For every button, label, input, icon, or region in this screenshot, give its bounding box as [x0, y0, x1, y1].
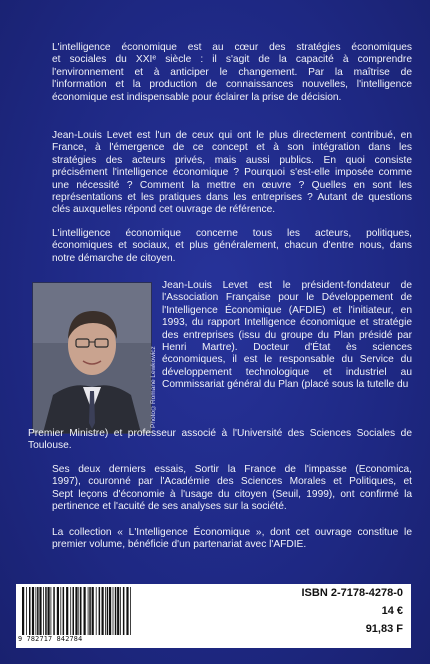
- text-line: 1997), couronné par l'Académie des Sciences Morales et Politiques, et: [52, 476, 412, 488]
- author-bio-continued: [28, 428, 412, 453]
- audience-paragraph: [28, 228, 412, 265]
- text-line: représentations et les pratiques dans les entreprises ? Autant de questions: [52, 192, 412, 204]
- barcode-bar: [78, 587, 79, 635]
- barcode-bar: [126, 587, 128, 635]
- barcode-bar: [75, 587, 77, 635]
- text-line: Commissariat général du Plan (placé sous la tutelle du: [162, 379, 409, 391]
- barcode-bar: [123, 587, 125, 635]
- text-line: La collection « L'Intelligence Économique », dont cet ouvrage constitue le: [52, 527, 412, 538]
- text-line: économique est indispensable pour éclairer la prise de décision.: [52, 91, 342, 103]
- text-line: pertinence et l'acuité de ses analyses sur la société.: [52, 501, 287, 513]
- author-photo: [32, 282, 152, 434]
- barcode-bar: [51, 587, 52, 635]
- barcode-bar: [120, 587, 121, 635]
- intro-paragraph: [28, 42, 412, 104]
- barcode-bar: [70, 587, 71, 635]
- author-contribution-paragraph: [28, 130, 412, 217]
- isbn-number: ISBN 2-7178-4278-0: [301, 587, 403, 599]
- text-line: économiques et sociaux, et plus généralement, chacun d'entre nous, dans: [52, 240, 412, 252]
- barcode-bar: [45, 587, 47, 635]
- photo-credit: Photo©Romane Lewkowicz: [150, 346, 157, 428]
- text-line: l'environnement et à anticiper le changement. Par la maîtrise de: [52, 66, 412, 78]
- barcode-bar: [39, 587, 41, 635]
- text-line: Ses deux derniers essais, Sortir la France de l'impasse (Economica,: [52, 464, 412, 475]
- text-line: L'intelligence économique concerne tous les acteurs, politiques,: [52, 228, 412, 239]
- barcode-bar: [60, 587, 61, 635]
- text-line: clés auxquelles répond cet ouvrage de référence.: [52, 204, 276, 216]
- barcode-icon: [20, 587, 132, 635]
- barcode-bar: [57, 587, 59, 635]
- text-line: l'information et la production de connaissances nouvelles, l'intelligence: [52, 79, 412, 91]
- barcode-bar: [37, 587, 39, 635]
- text-line: Jean-Louis Levet est le président-fondateur de: [162, 280, 412, 291]
- text-line: précisément l'intelligence économique ? Pourquoi s'est-elle imposée comme: [52, 167, 412, 179]
- barcode-bar: [102, 587, 104, 635]
- text-line: une nécessité ? Comment la mettre en œuvre ? Quelles en sont les: [52, 179, 412, 191]
- barcode-bar: [53, 587, 55, 635]
- text-line: et sociales du XXIᵉ siècle : il s'agit de la capacité à comprendre: [52, 54, 412, 66]
- barcode-bar: [117, 587, 119, 635]
- text-line: premier volume, bénéficie d'un partenariat avec l'AFDIE.: [52, 539, 307, 551]
- barcode-bar: [99, 587, 101, 635]
- text-line: Jean-Louis Levet est l'un de ceux qui ont le plus directement contribué, en: [52, 130, 412, 141]
- barcode-bar: [32, 587, 34, 635]
- text-line: économiques, il est le responsable du Service du: [162, 354, 412, 366]
- barcode-bar: [107, 587, 109, 635]
- barcode-bar: [80, 587, 82, 635]
- text-line: Henri Martre). Docteur d'État ès sciences: [162, 342, 412, 354]
- barcode-bar: [63, 587, 65, 635]
- barcode-bar: [29, 587, 31, 635]
- barcode-price-box: [16, 584, 411, 648]
- collection-paragraph: [28, 527, 412, 552]
- barcode-bar: [130, 587, 131, 635]
- barcode-bar: [88, 587, 89, 635]
- barcode-bar: [48, 587, 50, 635]
- author-bio-paragraph: [162, 280, 412, 392]
- barcode-bar: [115, 587, 117, 635]
- barcode-bar: [22, 587, 24, 635]
- text-line: l'Association Française pour le Développement de: [162, 292, 412, 304]
- text-line: stratégies des acteurs privés, mais aussi publics. En quoi consiste: [52, 154, 412, 166]
- barcode-digits: 9 782717 842784: [18, 635, 83, 643]
- text-line: Sept leçons d'économie à l'usage du citoyen (Seuil, 1999), ont confirmé la: [52, 488, 412, 500]
- text-line: l'Intelligence Économique (AFDIE) et l'initiateur, en: [162, 304, 412, 316]
- price-franc: 91,83 F: [365, 623, 403, 635]
- text-line: Premier Ministre) et professeur associé à l'Université des Sciences Sociales de: [28, 428, 412, 439]
- price-euro: 14 €: [381, 605, 403, 617]
- barcode-bar: [73, 587, 75, 635]
- text-line: 1993, du rapport Intelligence économique et stratégie: [162, 317, 412, 329]
- barcode-bar: [43, 587, 44, 635]
- barcode-bar: [96, 587, 97, 635]
- barcode-bar: [109, 587, 111, 635]
- barcode-bar: [84, 587, 86, 635]
- barcode-bar: [66, 587, 68, 635]
- text-line: Toulouse.: [28, 440, 72, 452]
- barcode-bar: [26, 587, 27, 635]
- barcode-bar: [113, 587, 114, 635]
- text-line: développement technologique et industriel au: [162, 366, 412, 378]
- barcode-bar: [92, 587, 94, 635]
- barcode-bar: [105, 587, 106, 635]
- text-line: France, à l'émergence de ce concept et à son intégration dans les: [52, 142, 412, 154]
- text-line: notre démarche de citoyen.: [52, 252, 176, 264]
- text-line: des entreprises (issu du groupe du Plan présidé par: [162, 329, 412, 341]
- barcode-bar: [89, 587, 91, 635]
- essays-paragraph: [28, 464, 412, 514]
- text-line: L'intelligence économique est au cœur des stratégies économiques: [52, 42, 412, 53]
- barcode-bar: [36, 587, 37, 635]
